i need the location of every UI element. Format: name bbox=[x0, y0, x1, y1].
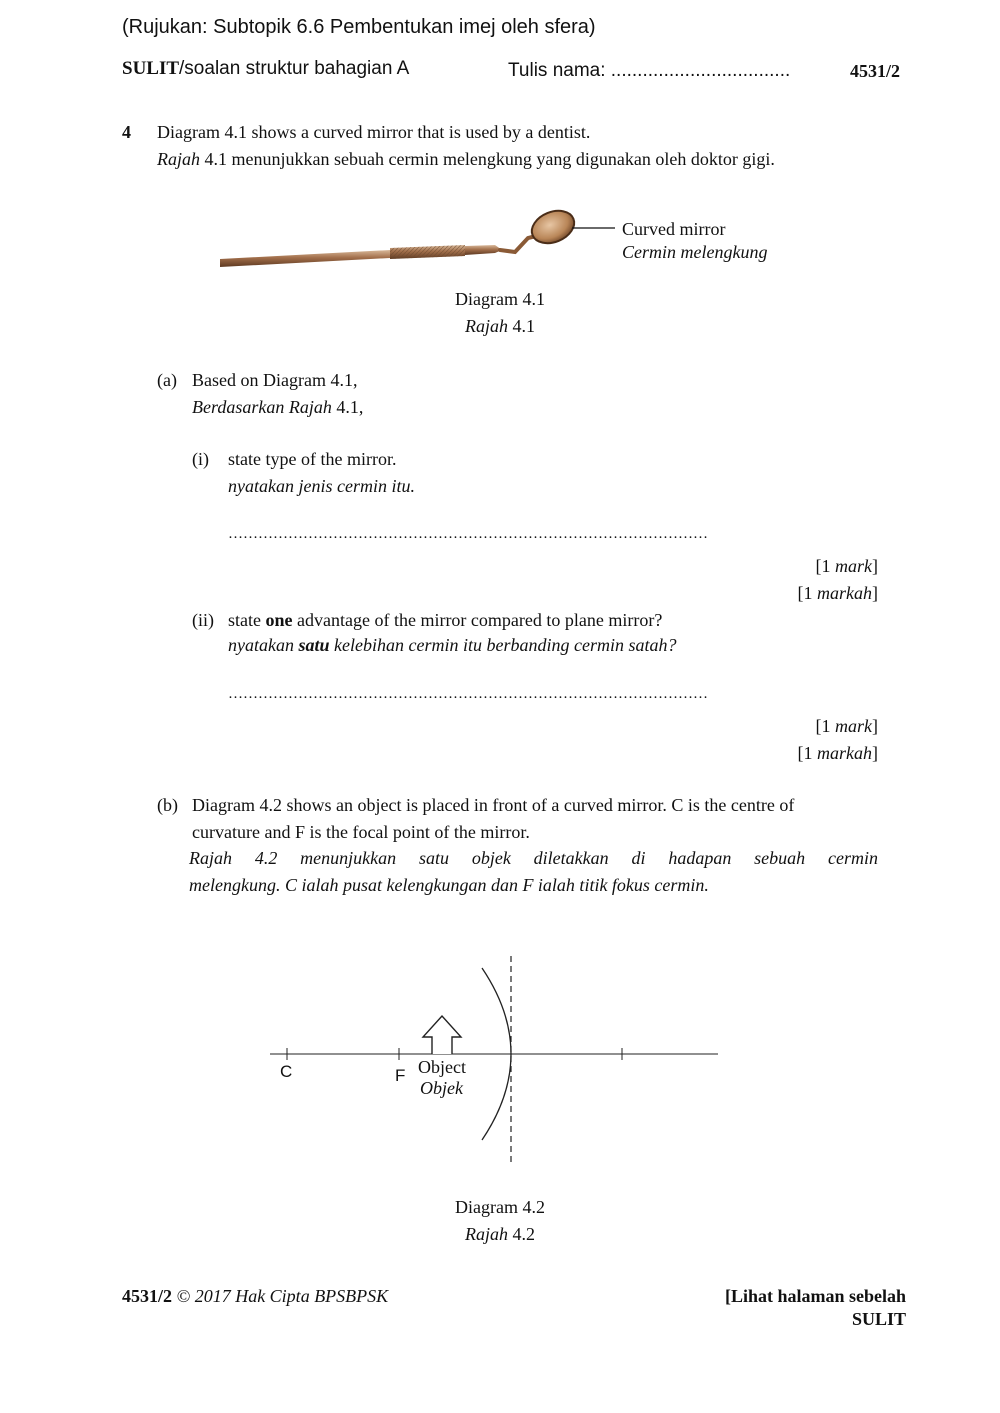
part-b-text-ms-line1: Rajah 4.2 menunjukkan satu objek diletakkan di hadapan sebuah cermin bbox=[189, 848, 878, 868]
diagram-4-2-caption-ms bbox=[400, 1224, 600, 1245]
mirror-handle bbox=[220, 250, 390, 267]
part-a-ms-italic: Berdasarkan Rajah bbox=[192, 397, 332, 417]
part-a-ii-text-ms bbox=[228, 635, 676, 656]
diagram-4-1-caption-en: Diagram 4.1 bbox=[455, 289, 545, 309]
point-f-label: F bbox=[395, 1066, 406, 1085]
reference-line: (Rujukan: Subtopik 6.6 Pembentukan imej oleh sfera) bbox=[122, 16, 596, 38]
mark-a-i-en-open: [1 bbox=[815, 556, 835, 576]
section-label: /soalan struktur bahagian A bbox=[179, 58, 410, 79]
mark-a-ii-ms-close: ] bbox=[872, 743, 878, 763]
mark-a-ii-ms-word: markah bbox=[817, 743, 872, 763]
name-field[interactable]: Tulis nama: .................................. bbox=[508, 60, 791, 81]
a-ii-en-bold: one bbox=[265, 610, 293, 630]
mark-a-i-ms-word: markah bbox=[817, 583, 872, 603]
footer-copyright bbox=[122, 1286, 388, 1307]
footer-code: 4531/2 bbox=[122, 1286, 173, 1306]
part-b-text-en-line2: curvature and F is the focal point of the mirror. bbox=[192, 822, 530, 842]
mark-a-ii-en bbox=[700, 716, 878, 737]
answer-line-a-i[interactable]: …………………………………………………………………………………… bbox=[228, 526, 708, 542]
mark-a-ii-en-close: ] bbox=[872, 716, 878, 736]
a-ii-ms-part2: kelebihan cermin itu berbanding cermin satah? bbox=[329, 635, 677, 655]
a-ii-ms-part1: nyatakan bbox=[228, 635, 299, 655]
caption-2-num: 4.2 bbox=[508, 1224, 535, 1244]
caption-1-num: 4.1 bbox=[508, 316, 535, 336]
diagram-4-1-caption-ms bbox=[400, 316, 600, 337]
part-a-label: (a) bbox=[157, 370, 177, 390]
object-label-ms: Objek bbox=[420, 1078, 463, 1098]
intro-ms-num: 4.1 menunjukkan sebuah cermin melengkung yang digunakan oleh doktor gigi. bbox=[200, 149, 775, 169]
diagram-4-2-caption-en: Diagram 4.2 bbox=[455, 1197, 545, 1217]
intro-ms-rajah: Rajah bbox=[157, 149, 200, 169]
mark-a-ii-ms-open: [1 bbox=[797, 743, 817, 763]
caption-1-rajah: Rajah bbox=[465, 316, 508, 336]
mark-a-i-ms-close: ] bbox=[872, 583, 878, 603]
part-a-i-text-en: state type of the mirror. bbox=[228, 449, 397, 469]
question-number: 4 bbox=[122, 122, 131, 142]
part-b-text-en-line1: Diagram 4.2 shows an object is placed in front of a curved mirror. C is the centre of bbox=[192, 795, 795, 815]
object-label-en: Object bbox=[418, 1057, 466, 1077]
mark-a-i-ms bbox=[700, 583, 878, 604]
mark-a-i-en-word: mark bbox=[835, 556, 872, 576]
part-b-label: (b) bbox=[157, 795, 178, 815]
part-a-ii-label: (ii) bbox=[192, 610, 214, 630]
mark-a-i-en bbox=[700, 556, 878, 577]
part-a-ii-text-en bbox=[228, 610, 662, 631]
mark-a-i-en-close: ] bbox=[872, 556, 878, 576]
curved-mirror-label-ms: Cermin melengkung bbox=[622, 242, 768, 262]
part-a-text-ms bbox=[192, 397, 363, 418]
paper-code: 4531/2 bbox=[850, 61, 901, 81]
mark-a-ii-en-open: [1 bbox=[815, 716, 835, 736]
part-a-i-label: (i) bbox=[192, 449, 209, 469]
dental-mirror-illustration bbox=[210, 200, 630, 280]
curved-mirror-label-en: Curved mirror bbox=[622, 219, 726, 239]
a-ii-en-part1: state bbox=[228, 610, 266, 630]
part-a-ms-num: 4.1, bbox=[331, 397, 364, 417]
ray-diagram bbox=[260, 950, 730, 1170]
a-ii-en-part2: advantage of the mirror compared to plane mirror? bbox=[292, 610, 663, 630]
part-a-i-text-ms: nyatakan jenis cermin itu. bbox=[228, 476, 415, 496]
footer-next-page: [Lihat halaman sebelah bbox=[724, 1286, 906, 1306]
part-a-text-en: Based on Diagram 4.1, bbox=[192, 370, 358, 390]
footer-copyright-text: © 2017 Hak Cipta BPSBPSK bbox=[172, 1286, 389, 1306]
mark-a-i-ms-open: [1 bbox=[797, 583, 817, 603]
mirror-neck bbox=[465, 245, 502, 255]
point-c-label: C bbox=[280, 1062, 293, 1081]
sulit-label: SULIT bbox=[122, 58, 180, 79]
question-intro-ms bbox=[157, 149, 775, 170]
mark-a-ii-en-word: mark bbox=[835, 716, 872, 736]
question-intro-en: Diagram 4.1 shows a curved mirror that is used by a dentist. bbox=[157, 122, 591, 142]
mirror-head bbox=[527, 205, 579, 249]
mark-a-ii-ms bbox=[700, 743, 878, 764]
a-ii-ms-bold: satu bbox=[298, 635, 330, 655]
caption-2-rajah: Rajah bbox=[465, 1224, 508, 1244]
object-arrow bbox=[423, 1016, 461, 1054]
sulit-header bbox=[122, 58, 409, 80]
part-b-text-ms-line2: melengkung. C ialah pusat kelengkungan dan F ialah titik fokus cermin. bbox=[189, 875, 709, 895]
footer-sulit: SULIT bbox=[851, 1309, 906, 1329]
answer-line-a-ii[interactable]: …………………………………………………………………………………… bbox=[228, 686, 708, 702]
